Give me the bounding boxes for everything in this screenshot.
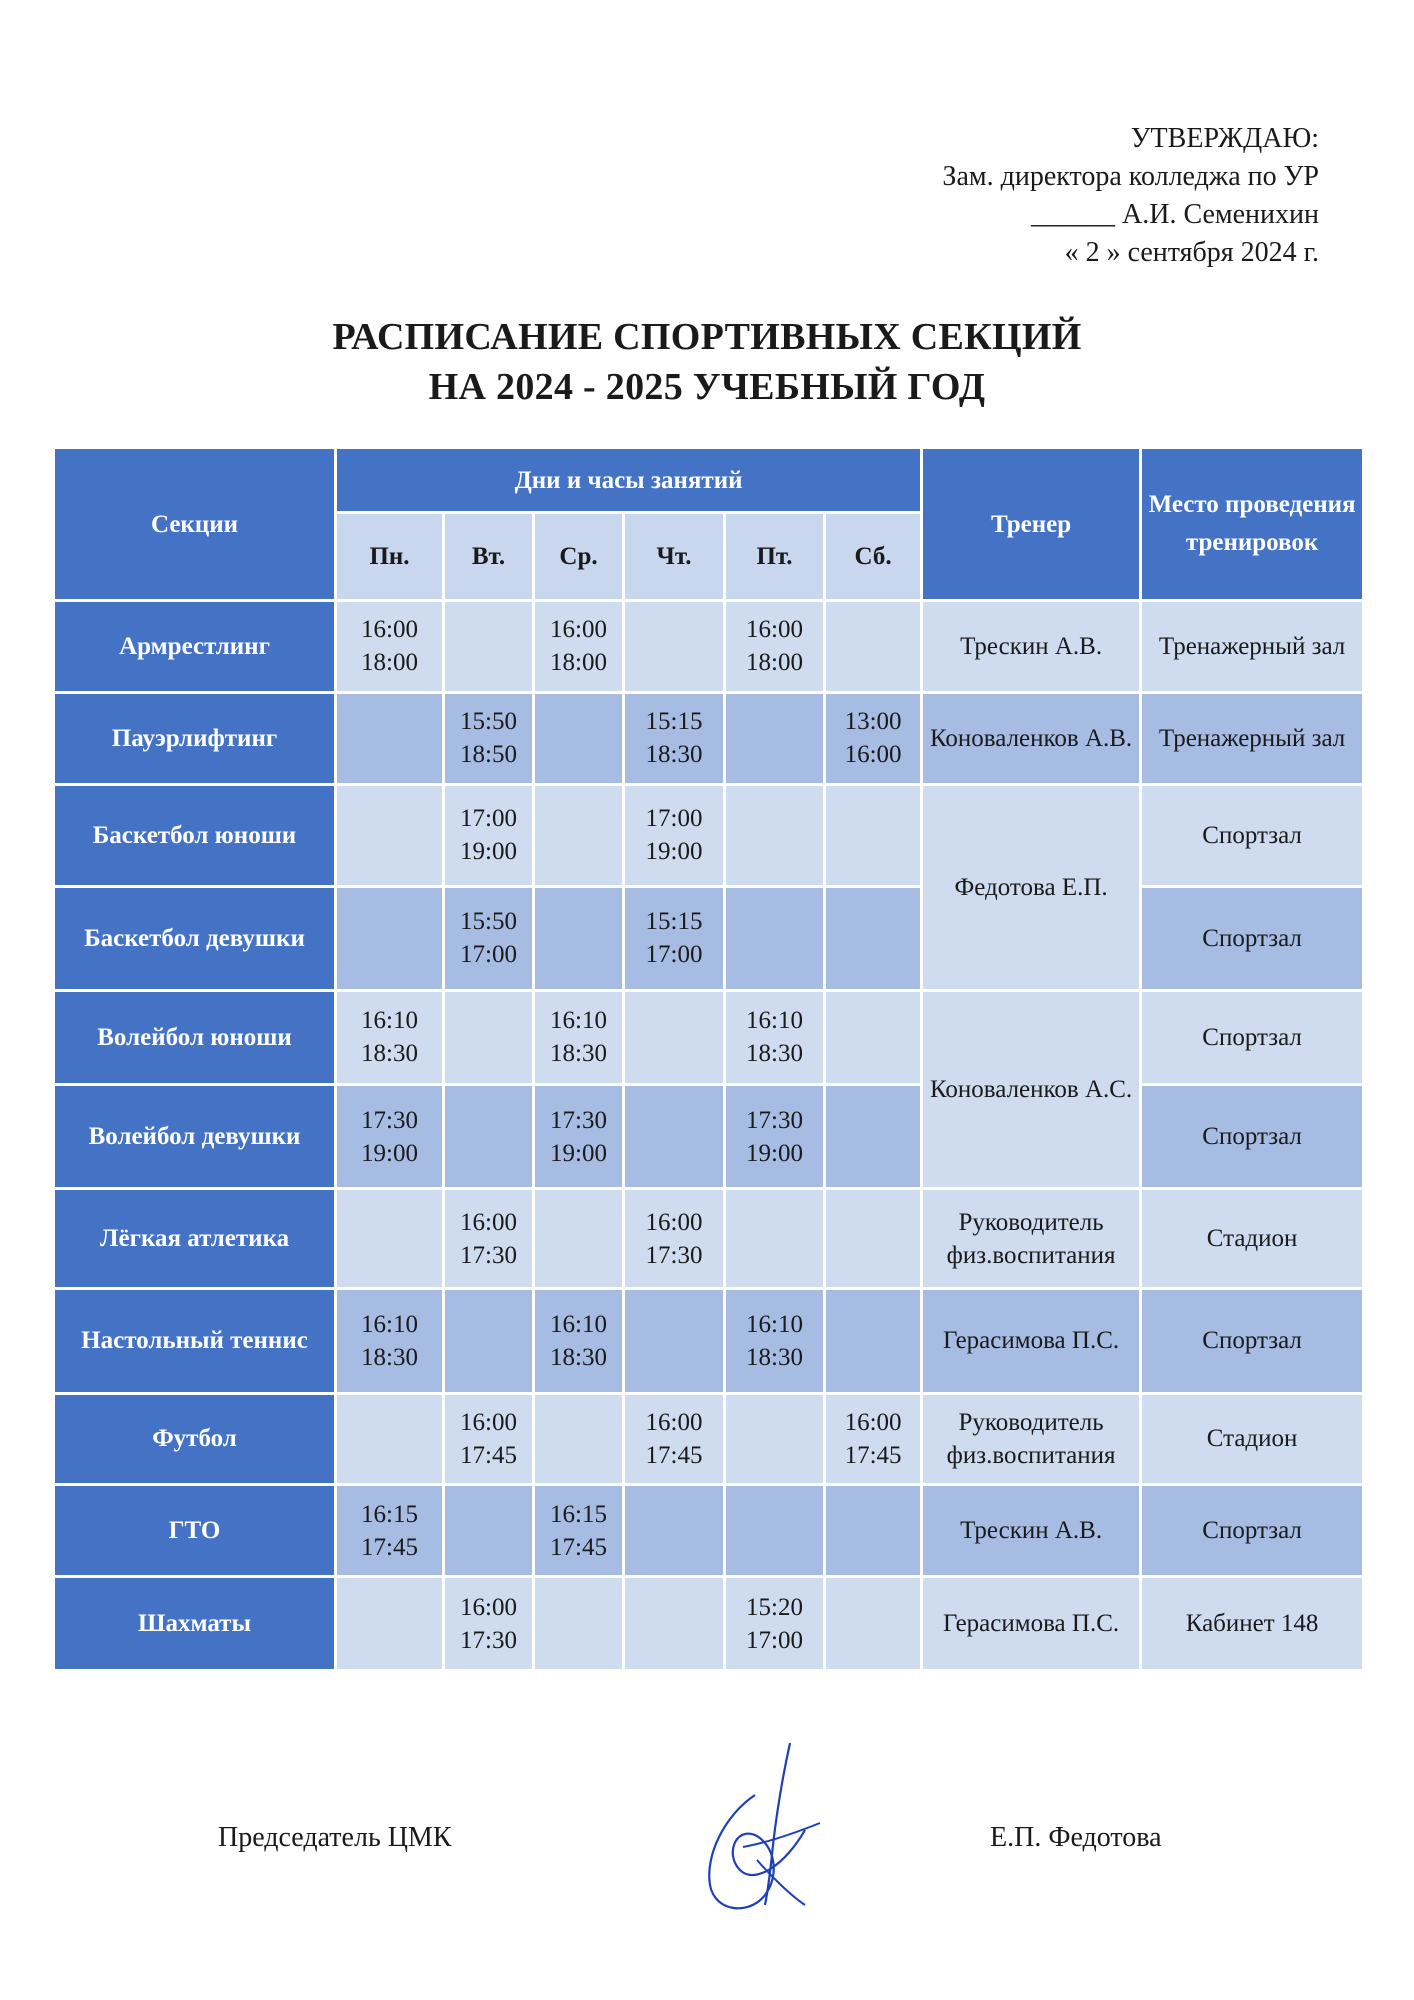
time-cell-thu: 17:00 19:00	[624, 784, 725, 886]
time-cell-sat	[825, 1577, 922, 1671]
coach-cell: Герасимова П.С.	[922, 1577, 1141, 1671]
table-row	[54, 1189, 1364, 1289]
header-day-sat: Сб.	[825, 513, 922, 601]
section-name: Шахматы	[54, 1577, 336, 1671]
time-cell-tue: 15:50 17:00	[444, 886, 534, 990]
time-cell-fri: 15:20 17:00	[725, 1577, 825, 1671]
table-row	[54, 1485, 1364, 1577]
time-cell-mon	[336, 784, 444, 886]
coach-cell: Коноваленков А.С.	[922, 991, 1141, 1189]
place-cell: Спортзал	[1141, 991, 1364, 1085]
time-cell-tue: 17:00 19:00	[444, 784, 534, 886]
place-cell: Тренажерный зал	[1141, 601, 1364, 693]
time-cell-sat	[825, 1189, 922, 1289]
time-cell-tue: 16:00 17:30	[444, 1189, 534, 1289]
time-cell-mon: 17:30 19:00	[336, 1084, 444, 1188]
time-cell-wed	[534, 784, 624, 886]
header-day-thu: Чт.	[624, 513, 725, 601]
place-cell: Тренажерный зал	[1141, 692, 1364, 784]
section-name: Пауэрлифтинг	[54, 692, 336, 784]
time-cell-wed: 16:15 17:45	[534, 1485, 624, 1577]
place-cell: Спортзал	[1141, 1084, 1364, 1188]
table-row	[54, 991, 1364, 1085]
section-name: Настольный теннис	[54, 1289, 336, 1393]
time-cell-thu	[624, 991, 725, 1085]
time-cell-sat	[825, 784, 922, 886]
header-day-wed: Ср.	[534, 513, 624, 601]
approval-date: « 2 » сентября 2024 г.	[1064, 237, 1319, 268]
table-row	[54, 692, 1364, 784]
section-name: Волейбол юноши	[54, 991, 336, 1085]
place-cell: Стадион	[1141, 1393, 1364, 1485]
place-cell: Спортзал	[1141, 1289, 1364, 1393]
time-cell-mon	[336, 692, 444, 784]
place-cell: Кабинет 148	[1141, 1577, 1364, 1671]
time-cell-fri	[725, 886, 825, 990]
time-cell-mon: 16:10 18:30	[336, 1289, 444, 1393]
approval-heading: УТВЕРЖДАЮ:	[1130, 123, 1319, 154]
time-cell-thu	[624, 601, 725, 693]
time-cell-sat	[825, 886, 922, 990]
time-cell-thu: 16:00 17:45	[624, 1393, 725, 1485]
header-day-tue: Вт.	[444, 513, 534, 601]
time-cell-tue	[444, 601, 534, 693]
footer-name: Е.П. Федотова	[990, 1822, 1162, 1853]
place-cell: Спортзал	[1141, 886, 1364, 990]
title-line-1: РАСПИСАНИЕ СПОРТИВНЫХ СЕКЦИЙ	[332, 316, 1082, 358]
time-cell-mon: 16:15 17:45	[336, 1485, 444, 1577]
time-cell-mon	[336, 1393, 444, 1485]
table-row	[54, 886, 1364, 990]
time-cell-fri: 16:10 18:30	[725, 1289, 825, 1393]
section-name: Армрестлинг	[54, 601, 336, 693]
time-cell-thu	[624, 1485, 725, 1577]
coach-cell: Трескин А.В.	[922, 1485, 1141, 1577]
section-name: Волейбол девушки	[54, 1084, 336, 1188]
table-row	[54, 1084, 1364, 1188]
time-cell-tue: 16:00 17:45	[444, 1393, 534, 1485]
time-cell-fri: 16:00 18:00	[725, 601, 825, 693]
place-cell: Стадион	[1141, 1189, 1364, 1289]
table-row	[54, 1289, 1364, 1393]
time-cell-wed: 17:30 19:00	[534, 1084, 624, 1188]
time-cell-mon	[336, 886, 444, 990]
header-coach: Тренер	[922, 448, 1141, 601]
coach-cell: Руководитель физ.воспитания	[922, 1393, 1141, 1485]
time-cell-fri	[725, 692, 825, 784]
place-cell: Спортзал	[1141, 1485, 1364, 1577]
place-cell: Спортзал	[1141, 784, 1364, 886]
time-cell-wed: 16:00 18:00	[534, 601, 624, 693]
footer-role: Председатель ЦМК	[218, 1822, 452, 1853]
header-place: Место проведения тренировок	[1141, 448, 1364, 601]
time-cell-wed: 16:10 18:30	[534, 991, 624, 1085]
header-days-group: Дни и часы занятий	[336, 448, 922, 513]
time-cell-sat: 16:00 17:45	[825, 1393, 922, 1485]
time-cell-tue: 15:50 18:50	[444, 692, 534, 784]
time-cell-tue	[444, 991, 534, 1085]
time-cell-thu: 15:15 17:00	[624, 886, 725, 990]
time-cell-tue	[444, 1485, 534, 1577]
page-title	[0, 312, 1414, 412]
section-name: Баскетбол девушки	[54, 886, 336, 990]
time-cell-fri	[725, 784, 825, 886]
time-cell-mon	[336, 1189, 444, 1289]
time-cell-mon: 16:10 18:30	[336, 991, 444, 1085]
approval-position: Зам. директора колледжа по УР	[942, 161, 1319, 192]
time-cell-fri: 16:10 18:30	[725, 991, 825, 1085]
approval-block	[942, 120, 1319, 272]
coach-cell: Руководитель физ.воспитания	[922, 1189, 1141, 1289]
section-name: ГТО	[54, 1485, 336, 1577]
time-cell-fri	[725, 1485, 825, 1577]
time-cell-fri	[725, 1189, 825, 1289]
header-day-fri: Пт.	[725, 513, 825, 601]
time-cell-wed: 16:10 18:30	[534, 1289, 624, 1393]
time-cell-mon	[336, 1577, 444, 1671]
time-cell-wed	[534, 1577, 624, 1671]
time-cell-sat	[825, 1289, 922, 1393]
section-name: Футбол	[54, 1393, 336, 1485]
time-cell-tue	[444, 1084, 534, 1188]
time-cell-thu	[624, 1577, 725, 1671]
time-cell-thu: 16:00 17:30	[624, 1189, 725, 1289]
time-cell-wed	[534, 1189, 624, 1289]
coach-cell: Федотова Е.П.	[922, 784, 1141, 990]
time-cell-sat	[825, 601, 922, 693]
schedule-table	[52, 446, 1365, 1672]
coach-cell: Коноваленков А.В.	[922, 692, 1141, 784]
time-cell-sat	[825, 991, 922, 1085]
time-cell-wed	[534, 692, 624, 784]
header-day-mon: Пн.	[336, 513, 444, 601]
table-row	[54, 784, 1364, 886]
time-cell-sat	[825, 1485, 922, 1577]
time-cell-wed	[534, 1393, 624, 1485]
time-cell-sat	[825, 1084, 922, 1188]
time-cell-thu	[624, 1084, 725, 1188]
time-cell-wed	[534, 886, 624, 990]
signature	[695, 1735, 845, 1920]
coach-cell: Герасимова П.С.	[922, 1289, 1141, 1393]
time-cell-thu: 15:15 18:30	[624, 692, 725, 784]
time-cell-fri	[725, 1393, 825, 1485]
table-row	[54, 1393, 1364, 1485]
table-row	[54, 601, 1364, 693]
section-name: Лёгкая атлетика	[54, 1189, 336, 1289]
section-name: Баскетбол юноши	[54, 784, 336, 886]
table-row	[54, 1577, 1364, 1671]
time-cell-tue: 16:00 17:30	[444, 1577, 534, 1671]
coach-cell: Трескин А.В.	[922, 601, 1141, 693]
time-cell-mon: 16:00 18:00	[336, 601, 444, 693]
time-cell-thu	[624, 1289, 725, 1393]
time-cell-sat: 13:00 16:00	[825, 692, 922, 784]
time-cell-tue	[444, 1289, 534, 1393]
time-cell-fri: 17:30 19:00	[725, 1084, 825, 1188]
approval-signatory: ______ А.И. Семенихин	[1031, 199, 1319, 230]
header-sections: Секции	[54, 448, 336, 601]
title-line-2: НА 2024 - 2025 УЧЕБНЫЙ ГОД	[428, 366, 986, 408]
